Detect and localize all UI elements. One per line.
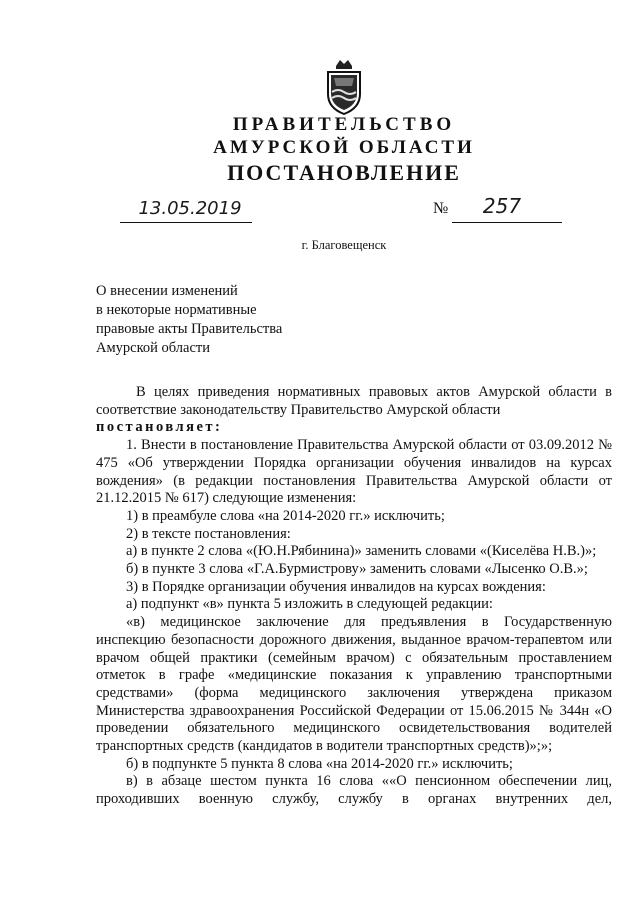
document-number: 257 (482, 194, 522, 218)
body-paragraph: 3) в Порядке организации обучения инвалидов на курсах вождения: (126, 578, 546, 595)
subject-line: Амурской области (96, 340, 210, 356)
number-label: № (433, 200, 449, 217)
region-title: АМУРСКОЙ ОБЛАСТИ (213, 137, 475, 158)
city-name: г. Благовещенск (301, 238, 387, 252)
document-body (96, 384, 612, 809)
body-paragraph: в) в абзаце шестом пункта 16 слова ««О пенсионном обеспечении лиц, проходивших военную службу, службу в органах внутренних дел, (96, 773, 612, 808)
government-title: ПРАВИТЕЛЬСТВО (232, 114, 456, 135)
document-date: 13.05.2019 (138, 198, 242, 219)
number-underline (452, 222, 562, 223)
preamble-paragraph: В целях приведения нормативных правовых актов Амурской области в соответствие законодательству Правительство Амурской области (96, 384, 612, 418)
body-paragraph: 1) в преамбуле слова «на 2014-2020 гг.» исключить; (126, 507, 445, 524)
body-paragraph: «в) медицинское заключение для предъявления в Государственную инспекцию безопасности дорожного движения, выданное врачом-терапевтом или врачом общей практики (семейным врачом) с обязательным проставлением отметок в графе «медицинские показания к управлению транспортными средствами» (форма медицинского заключения утверждена приказом Министерства здравоохранения Российской Федерации от 15.06.2015 № 344н «О проведении обязательного медицинского освидетельствования водителей транспортных средств (кандидатов в водители транспортных средств)»;»; (96, 614, 612, 755)
subject-line: О внесении изменений (96, 283, 238, 299)
coat-of-arms-emblem (322, 56, 366, 116)
decree-keyword: постановляет: (96, 419, 223, 436)
body-paragraph: а) подпункт «в» пункта 5 изложить в следующей редакции: (126, 596, 493, 613)
body-paragraph: а) в пункте 2 слова «(Ю.Н.Рябинина)» заменить словами «(Киселёва Н.В.)»; (126, 543, 597, 560)
date-underline (120, 222, 252, 223)
document-subject (96, 282, 282, 358)
document-type: ПОСТАНОВЛЕНИЕ (227, 160, 461, 185)
body-paragraph: б) в подпункте 5 пункта 8 слова «на 2014-2020 гг.» исключить; (126, 755, 513, 772)
subject-line: в некоторые нормативные (96, 302, 257, 318)
body-paragraph: 2) в тексте постановления: (126, 525, 291, 542)
body-paragraph: 1. Внести в постановление Правительства Амурской области от 03.09.2012 № 475 «Об утверждении Порядка организации обучения инвалидов на курсах вождения» (в редакции постановления Правительства Амурской области от 21.12.2015 № 617) следующие изменения: (96, 437, 612, 507)
subject-line: правовые акты Правительства (96, 321, 283, 337)
body-paragraph: б) в пункте 3 слова «Г.А.Бурмистрову» заменить словами «Лысенко О.В.»; (126, 561, 588, 578)
